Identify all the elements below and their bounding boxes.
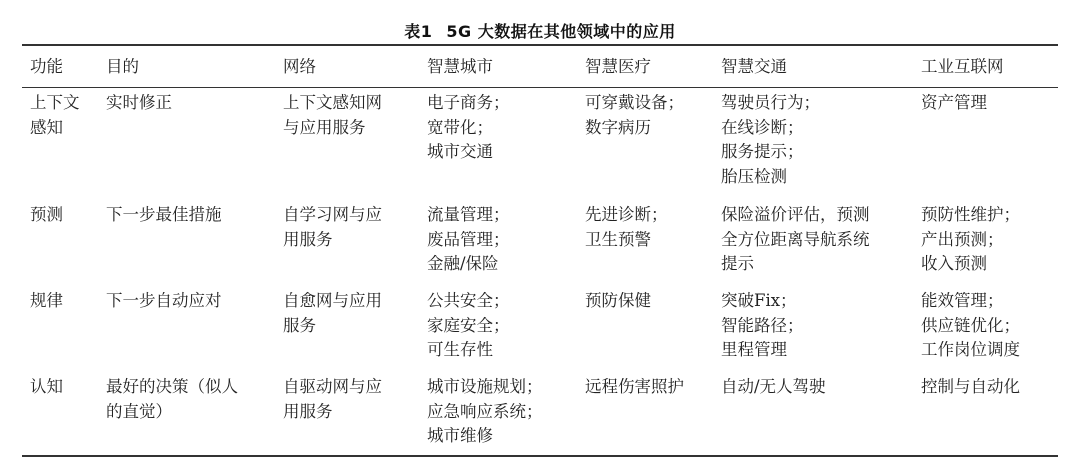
cell-line: 服务提示； bbox=[721, 142, 804, 161]
table-cell bbox=[106, 203, 222, 228]
cell-line: 供应链优化； bbox=[921, 315, 1020, 335]
table-cell bbox=[921, 91, 987, 116]
cell-line: 里程管理 bbox=[721, 340, 787, 359]
cell-line: 感知 bbox=[30, 117, 63, 137]
table-cell bbox=[721, 91, 820, 189]
cell-line: 数字病历 bbox=[585, 117, 651, 137]
table-cell bbox=[921, 289, 1020, 363]
cell-line: 金融/保险 bbox=[427, 254, 499, 273]
table-cell bbox=[427, 289, 510, 363]
header-cell: 智慧交通 bbox=[721, 57, 787, 76]
cell-line: 工作岗位调度 bbox=[921, 340, 1020, 359]
table-cell bbox=[921, 375, 1020, 400]
cell-line: 城市维修 bbox=[427, 426, 493, 445]
table-cell bbox=[283, 289, 382, 338]
table-cell bbox=[283, 91, 382, 140]
cell-line: 废品管理； bbox=[427, 229, 510, 249]
table-cell bbox=[30, 375, 63, 400]
table-cell bbox=[30, 289, 63, 314]
cell-line: 自愈网与应用 bbox=[283, 291, 382, 310]
table-cell bbox=[721, 289, 804, 363]
cell-line: 公共安全； bbox=[427, 291, 510, 310]
table-cell bbox=[585, 203, 668, 252]
cell-line: 收入预测 bbox=[921, 254, 987, 273]
cell-line: 智能路径； bbox=[721, 315, 804, 335]
table-cell bbox=[427, 375, 543, 449]
cell-line: 城市交通 bbox=[427, 142, 493, 161]
header-cell: 网络 bbox=[283, 57, 316, 76]
table-cell bbox=[106, 91, 172, 116]
table-cell bbox=[921, 203, 1020, 277]
table-title: 5G 大数据在其他领域中的应用 bbox=[446, 22, 676, 41]
cell-line: 的直觉） bbox=[106, 401, 172, 421]
cell-line: 上下文感知网 bbox=[283, 93, 382, 112]
cell-line: 卫生预警 bbox=[585, 229, 651, 249]
cell-line: 突破Fix； bbox=[721, 291, 797, 310]
table-cell bbox=[427, 203, 510, 277]
table-cell bbox=[721, 203, 870, 277]
table-caption bbox=[0, 19, 1080, 42]
cell-line: 电子商务； bbox=[427, 93, 510, 112]
cell-line: 预防保健 bbox=[585, 291, 651, 310]
cell-line: 用服务 bbox=[283, 401, 333, 421]
table-cell bbox=[721, 375, 826, 400]
table-cell bbox=[427, 91, 510, 165]
cell-line: 自驱动网与应 bbox=[283, 377, 382, 396]
top-rule bbox=[22, 44, 1058, 46]
cell-line: 提示 bbox=[721, 254, 754, 273]
cell-line: 控制与自动化 bbox=[921, 377, 1020, 396]
cell-line: 城市设施规划； bbox=[427, 377, 543, 396]
table-cell bbox=[30, 203, 63, 228]
cell-line: 预测 bbox=[30, 205, 63, 224]
cell-line: 全方位距离导航系统 bbox=[721, 229, 870, 249]
cell-line: 预防性维护； bbox=[921, 205, 1020, 224]
table-number: 表1 bbox=[404, 22, 433, 41]
table-cell bbox=[585, 375, 684, 400]
cell-line: 家庭安全； bbox=[427, 315, 510, 335]
cell-line: 在线诊断； bbox=[721, 117, 804, 137]
cell-line: 宽带化； bbox=[427, 117, 493, 137]
table-cell bbox=[106, 289, 222, 314]
table-cell bbox=[283, 203, 382, 252]
cell-line: 可穿戴设备； bbox=[585, 93, 684, 112]
cell-line: 可生存性 bbox=[427, 340, 493, 359]
table-cell bbox=[30, 91, 80, 140]
table-cell bbox=[283, 375, 382, 424]
cell-line: 下一步最佳措施 bbox=[106, 205, 222, 224]
cell-line: 认知 bbox=[30, 377, 63, 396]
cell-line: 自学习网与应 bbox=[283, 205, 382, 224]
cell-line: 产出预测； bbox=[921, 229, 1004, 249]
cell-line: 先进诊断； bbox=[585, 205, 668, 224]
header-cell: 目的 bbox=[106, 57, 139, 76]
cell-line: 服务 bbox=[283, 315, 316, 335]
table-cell bbox=[585, 289, 651, 314]
header-rule bbox=[22, 87, 1058, 88]
cell-line: 远程伤害照护 bbox=[585, 377, 684, 396]
cell-line: 与应用服务 bbox=[283, 117, 366, 137]
cell-line: 自动/无人驾驶 bbox=[721, 377, 826, 396]
cell-line: 规律 bbox=[30, 291, 63, 310]
header-cell: 智慧医疗 bbox=[585, 57, 651, 76]
cell-line: 保险溢价评估，预测 bbox=[721, 205, 870, 224]
cell-line: 用服务 bbox=[283, 229, 333, 249]
table-cell bbox=[106, 375, 238, 424]
cell-line: 应急响应系统； bbox=[427, 401, 543, 421]
cell-line: 能效管理； bbox=[921, 291, 1004, 310]
cell-line: 驾驶员行为； bbox=[721, 93, 820, 112]
cell-line: 流量管理； bbox=[427, 205, 510, 224]
cell-line: 最好的决策（似人 bbox=[106, 377, 238, 396]
header-cell: 智慧城市 bbox=[427, 57, 493, 76]
cell-line: 实时修正 bbox=[106, 93, 172, 112]
bottom-rule bbox=[22, 455, 1058, 457]
cell-line: 资产管理 bbox=[921, 93, 987, 112]
cell-line: 下一步自动应对 bbox=[106, 291, 222, 310]
header-cell: 功能 bbox=[30, 57, 63, 76]
cell-line: 胎压检测 bbox=[721, 166, 787, 186]
header-cell: 工业互联网 bbox=[921, 57, 1004, 76]
table-cell bbox=[585, 91, 684, 140]
cell-line: 上下文 bbox=[30, 93, 80, 112]
